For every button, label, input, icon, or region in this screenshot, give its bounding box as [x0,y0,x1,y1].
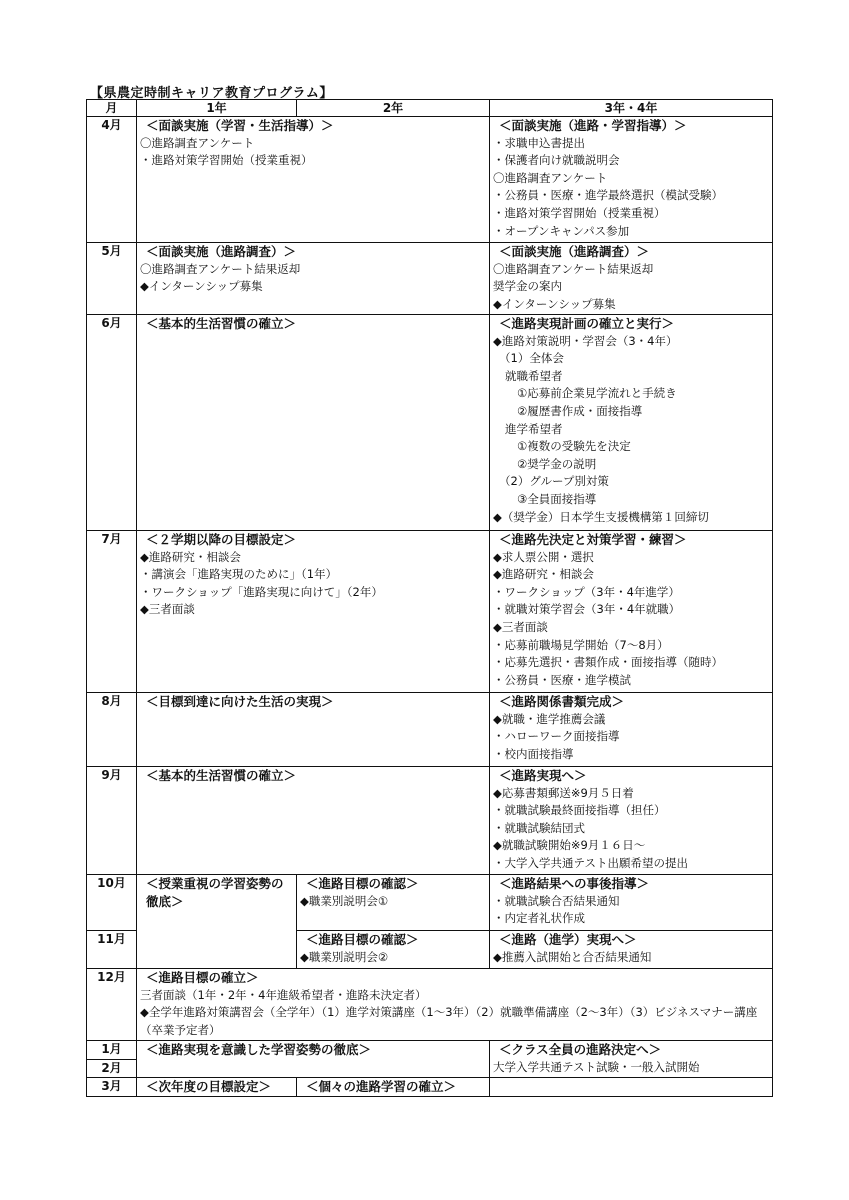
list-item: ◆職業別説明会② [300,949,389,964]
section-heading: ＜クラス全員の進路決定へ＞ [499,1042,662,1057]
cell-year-3-4 [490,875,773,931]
list-item: ・ハローワーク面接指導 [493,729,620,744]
section-heading: ＜個々の進路学習の確立＞ [306,1079,457,1095]
cell-year-2 [297,1078,490,1097]
list-item: ◆求人票公開・選択 [493,549,594,564]
section-heading: ＜進路目標の確認＞ [306,876,419,891]
list-item: ・大学入学共通テスト出願希望の提出 [493,855,689,870]
month-label: 11月 [87,931,137,969]
list-item: ◆進路対策説明・学習会（3・4年） [493,333,678,348]
list-item: ◆インターンシップ募集 [140,279,263,294]
list-item: ・ワークショップ（3年・4年進学） [493,584,680,599]
list-item: ◆インターンシップ募集 [493,296,616,311]
cell-year-3-4 [490,531,773,693]
list-item: ・保護者向け就職説明会 [493,153,620,168]
cell-year-1-2 [137,693,490,767]
list-item: ②奨学金の説明 [517,456,597,471]
list-item: ・就職試験合否結果通知 [493,893,620,908]
list-item: 〇進路調査アンケート結果返却 [140,261,301,276]
cell-year-2 [297,875,490,931]
cell-year-3-4 [490,243,773,315]
month-label: 10月 [87,875,137,931]
cell-year-1-2 [137,531,490,693]
row-august [87,693,773,767]
month-label: 6月 [87,315,137,531]
cell-year-3-4 [490,117,773,243]
list-item: ◆（奨学金）日本学生支援機構第１回締切 [493,509,709,524]
list-item: 三者面談（1年・2年・4年進級希望者・進路未決定者） [140,987,427,1002]
section-heading: ＜次年度の目標設定＞ [146,1079,272,1095]
row-december [87,969,773,1041]
section-heading: ＜進路目標の確認＞ [306,932,419,947]
list-item: ・進路対策学習開始（授業重視） [493,205,666,220]
list-item: ・就職試験最終面接指導（担任） [493,803,666,818]
list-item: ◆進路研究・相談会 [493,567,594,582]
cell-year-1-2 [137,117,490,243]
section-heading: ＜進路実現を意識した学習姿勢の徹底＞ [146,1042,372,1057]
section-heading: ＜進路先決定と対策学習・練習＞ [499,532,687,547]
list-item: （2）グループ別対策 [499,474,609,489]
month-label: 7月 [87,531,137,693]
header-year-3-4: 3年・4年 [490,100,773,117]
list-item: ◆推薦入試開始と合否結果通知 [493,949,652,964]
month-label: 9月 [87,767,137,875]
list-item: ◆進路研究・相談会 [140,549,241,564]
list-item: ・応募先選択・書類作成・面接指導（随時） [493,655,723,670]
list-item: ①複数の受験先を決定 [517,439,631,454]
cell-year-3-4 [490,767,773,875]
list-item: ・就職試験結団式 [493,820,585,835]
list-item: （1）全体会 [499,351,564,366]
cell-year-1-2 [137,315,490,531]
list-item: 奨学金の案内 [493,279,562,294]
list-item: 進学希望者 [505,421,563,436]
list-item: ・ワークショップ「進路実現に向けて」（2年） [140,584,383,599]
list-item: ③全員面接指導 [517,491,597,506]
cell-year-1-2 [137,767,490,875]
list-item: ・進路対策学習開始（授業重視） [140,153,313,168]
list-item: ・公務員・医療・進学模試 [493,672,631,687]
section-heading: ＜進路実現計画の確立と実行＞ [499,316,675,331]
cell-year-3-4 [490,315,773,531]
cell-all-years [137,969,773,1041]
list-item: ◆全学年進路対策講習会（全学年）（1）進学対策講座（1～3年）（2）就職準備講座（2～3年）（3）ビジネスマナー講座（卒業予定者） [140,1005,758,1037]
list-item: ◆就職試験開始※9月１６日～ [493,838,646,853]
month-label: 3月 [87,1078,137,1097]
header-month: 月 [87,100,137,117]
header-year-1: 1年 [137,100,297,117]
list-item: ◆三者面談 [493,619,548,634]
section-heading: ＜面談実施（進路調査）＞ [499,244,650,259]
month-label: 12月 [87,969,137,1041]
cell-year-3-4 [490,1041,773,1078]
document-title: 【県農定時制キャリア教育プログラム】 [90,86,333,101]
month-label: 1月 [87,1041,137,1060]
list-item: ・応募前職場見学開始（7～8月） [493,637,669,652]
cell-year-1-2 [137,243,490,315]
section-heading: ＜授業重視の学習姿勢の徹底＞ [146,876,284,909]
cell-year-1 [137,1078,297,1097]
month-label: 2月 [87,1059,137,1078]
section-heading: ＜進路実現へ＞ [499,768,587,783]
cell-year-2 [297,931,490,969]
section-heading: ＜基本的生活習慣の確立＞ [146,316,297,331]
section-heading: ＜面談実施（進路調査）＞ [146,244,297,259]
list-item: ・校内面接指導 [493,746,574,761]
cell-year-3-4 [490,1078,773,1097]
section-heading: ＜面談実施（学習・生活指導）＞ [146,118,334,133]
section-heading: ＜２学期以降の目標設定＞ [146,532,297,547]
list-item: ◆就職・進学推薦会議 [493,711,606,726]
cell-year-1 [137,875,297,969]
month-label: 5月 [87,243,137,315]
row-january [87,1041,773,1060]
list-item: ②履歴書作成・面接指導 [517,403,643,418]
row-april [87,117,773,243]
cell-year-3-4 [490,931,773,969]
list-item: 〇進路調査アンケート結果返却 [493,261,654,276]
list-item: 〇進路調査アンケート [493,170,608,185]
list-item: ・講演会「進路実現のために」（1年） [140,567,338,582]
section-heading: ＜進路目標の確立＞ [146,970,259,985]
list-item: ・求職申込書提出 [493,135,585,150]
row-july [87,531,773,693]
row-june [87,315,773,531]
list-item: ◆職業別説明会① [300,893,389,908]
row-october [87,875,773,931]
cell-year-1-2 [137,1041,490,1078]
list-item: ◆三者面談 [140,602,195,617]
list-item: ・内定者礼状作成 [493,911,585,926]
list-item: ・オープンキャンパス参加 [493,223,630,238]
row-march [87,1078,773,1097]
section-heading: ＜進路（進学）実現へ＞ [499,932,637,947]
list-item: 大学入学共通テスト試験・一般入試開始 [493,1059,700,1074]
career-program-table [86,99,773,1097]
section-heading: ＜進路関係書類完成＞ [499,694,625,709]
list-item: 就職希望者 [505,368,563,383]
list-item: ・就職対策学習会（3年・4年就職） [493,602,681,617]
list-item: ・公務員・医療・進学最終選択（模試受験） [493,188,723,203]
section-heading: ＜進路結果への事後指導＞ [499,876,650,891]
list-item: ①応募前企業見学流れと手続き [517,386,677,401]
list-item: ◆応募書類郵送※9月５日着 [493,785,634,800]
row-september [87,767,773,875]
section-heading: ＜基本的生活習慣の確立＞ [146,768,297,783]
section-heading: ＜面談実施（進路・学習指導）＞ [499,118,687,133]
month-label: 4月 [87,117,137,243]
list-item: 〇進路調査アンケート [140,135,255,150]
cell-year-3-4 [490,693,773,767]
row-may [87,243,773,315]
month-label: 8月 [87,693,137,767]
section-heading: ＜目標到達に向けた生活の実現＞ [146,694,334,709]
header-row [87,100,773,117]
header-year-2: 2年 [297,100,490,117]
